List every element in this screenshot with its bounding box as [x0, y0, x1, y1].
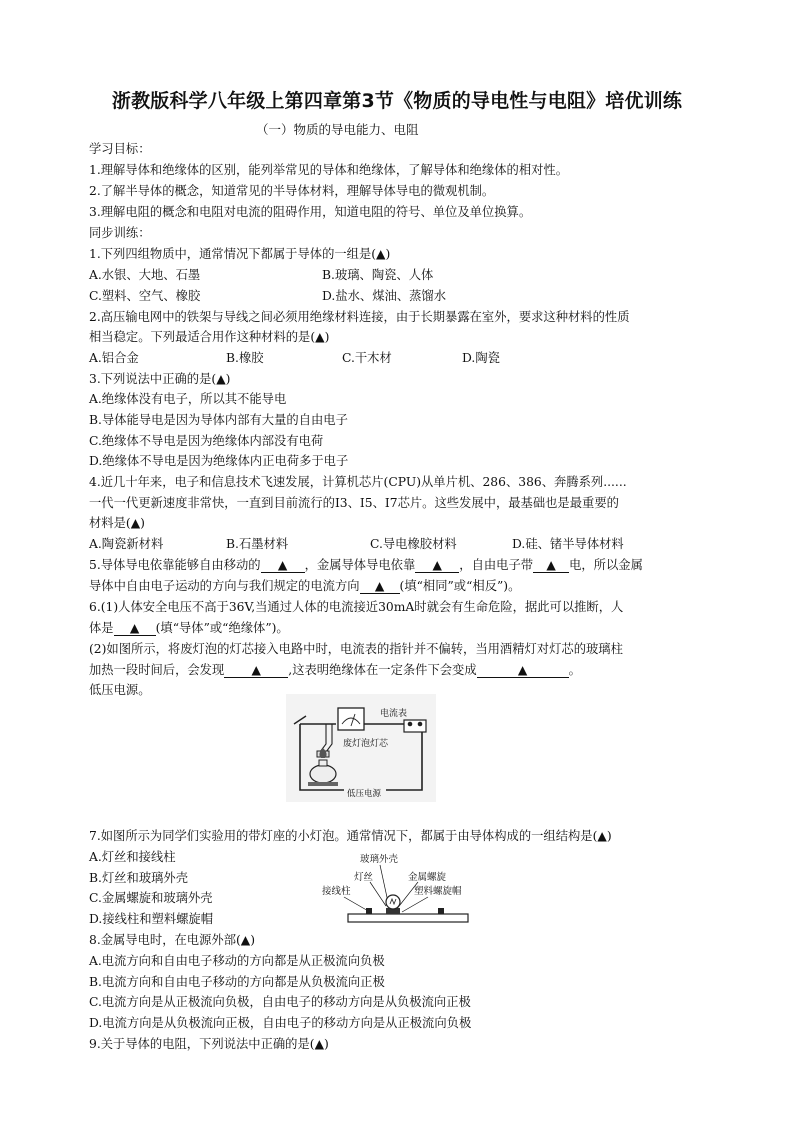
question-6-line: 6.(1)人体安全电压不高于36V,当通过人体的电流接近30mA时就会有生命危险，据此可以推断，人 — [89, 600, 624, 614]
page-title: 浙教版科学八年级上第四章第3节《物质的导电性与电阻》培优训练 — [111, 90, 683, 112]
q3-option-b: B.导体能导电是因为导体内部有大量的自由电子 — [89, 413, 348, 427]
q6-text: 加热一段时间后，会发现 — [89, 663, 225, 677]
answer-triangle: ▲ — [129, 621, 140, 635]
plastic-cap-label: 塑料螺旋帽 — [414, 886, 462, 897]
q2-option-d: D.陶瓷 — [462, 351, 500, 365]
q4-option-a: A.陶瓷新材料 — [89, 537, 164, 551]
q4-option-b: B.石墨材料 — [226, 537, 289, 551]
q1-option-c: C.塑料、空气、橡胶 — [89, 289, 201, 303]
metal-screw-label: 金属螺旋 — [408, 872, 447, 883]
question-7-stem: 7.如图所示为同学们实验用的带灯座的小灯泡。通常情况下，都属于由导体构成的一组结构是(▲) — [89, 829, 612, 843]
q6-text: (填“导体”或“绝缘体”)。 — [155, 621, 289, 635]
question-6-line — [89, 661, 581, 679]
question-8-stem: 8.金属导电时，在电源外部(▲) — [89, 933, 256, 947]
question-4-line: 4.近几十年来，电子和信息技术飞速发展，计算机芯片(CPU)从单片机、286、386、奔腾系列...... — [89, 475, 627, 489]
q7-option-c: C.金属螺旋和玻璃外壳 — [89, 891, 213, 905]
q5-text: (填“相同”或“相反”)。 — [399, 579, 521, 593]
q5-blank-4[interactable] — [360, 579, 400, 594]
q6-blank-3[interactable] — [477, 663, 569, 678]
q6-blank-1[interactable] — [114, 621, 156, 636]
question-6-line — [89, 619, 289, 637]
q5-text: 电，所以金属 — [569, 558, 643, 572]
filament-label: 废灯泡灯芯 — [343, 739, 389, 749]
q5-blank-3[interactable] — [533, 558, 569, 573]
q4-option-c: C.导电橡胶材料 — [370, 537, 457, 551]
question-2-line: 2.高压输电网中的铁架与导线之间必须用绝缘材料连接，由于长期暴露在室外，要求这种材料的性质 — [89, 310, 630, 324]
q7-option-b: B.灯丝和玻璃外壳 — [89, 871, 189, 885]
goals-heading: 学习目标： — [89, 142, 151, 156]
goal-item: 1.理解导体和绝缘体的区别，能列举常见的导体和绝缘体，了解导体和绝缘体的相对性。 — [89, 163, 569, 177]
q3-option-c: C.绝缘体不导电是因为绝缘体内部没有电荷 — [89, 434, 324, 448]
q5-text: ，自由电子带 — [459, 558, 534, 572]
question-1-stem: 1.下列四组物质中，通常情况下都属于导体的一组是(▲) — [89, 247, 391, 261]
sync-heading: 同步训练： — [89, 226, 151, 240]
q8-option-a: A.电流方向和自由电子移动的方向都是从正极流向负极 — [89, 954, 385, 968]
q2-option-b: B.橡胶 — [226, 351, 264, 365]
q1-option-d: D.盐水、煤油、蒸馏水 — [322, 289, 447, 303]
question-4-line: 材料是(▲) — [89, 516, 145, 530]
q5-text: 5.导体导电依靠能够自由移动的 — [89, 558, 261, 572]
q6-text: ,这表明绝缘体在一定条件下会变成 — [288, 663, 477, 677]
question-5-line — [89, 556, 643, 574]
answer-triangle: ▲ — [374, 579, 385, 593]
terminal-icon — [366, 908, 372, 914]
question-3-stem: 3.下列说法中正确的是(▲) — [89, 372, 231, 386]
answer-triangle: ▲ — [251, 663, 262, 677]
question-4-line: 一代一代更新速度非常快，一直到目前流行的I3、I5、I7芯片。这些发展中，最基础也是最重要的 — [89, 496, 619, 510]
question-2-line: 相当稳定。下列最适合用作这种材料的是(▲) — [89, 330, 330, 344]
q6-text: 。 — [568, 663, 581, 677]
q7-option-a: A.灯丝和接线柱 — [89, 850, 176, 864]
filament-label: 灯丝 — [354, 872, 374, 883]
answer-triangle: ▲ — [517, 663, 528, 677]
q5-text: ，金属导体导电依靠 — [304, 558, 416, 572]
goal-item: 3.理解电阻的概念和电阻对电流的阻碍作用，知道电阻的符号、单位及单位换算。 — [89, 205, 532, 219]
question-6-line: (2)如图所示，将废灯泡的灯芯接入电路中时，电流表的指针并不偏转，当用酒精灯对灯芯的玻璃柱 — [89, 642, 623, 656]
q5-text: 导体中自由电子运动的方向与我们规定的电流方向 — [89, 579, 360, 593]
q4-option-d: D.硅、锗半导体材料 — [512, 537, 624, 551]
ammeter-icon — [338, 708, 364, 730]
question-5-line — [89, 577, 520, 595]
q8-option-d: D.电流方向是从负极流向正极，自由电子的移动方向是从正极流向负极 — [89, 1016, 472, 1030]
q1-option-a: A.水银、大地、石墨 — [89, 268, 201, 282]
q7-option-d: D.接线柱和塑料螺旋帽 — [89, 912, 214, 926]
q5-blank-2[interactable] — [415, 558, 459, 573]
q6-blank-2[interactable] — [224, 663, 288, 678]
q2-option-c: C.干木材 — [342, 351, 392, 365]
q3-option-d: D.绝缘体不导电是因为绝缘体内正电荷多于电子 — [89, 454, 349, 468]
q2-option-a: A.铝合金 — [89, 351, 139, 365]
question-6-line: 低压电源。 — [89, 683, 151, 697]
answer-triangle: ▲ — [432, 558, 443, 572]
question-9-stem: 9.关于导体的电阻，下列说法中正确的是(▲) — [89, 1037, 329, 1051]
answer-triangle: ▲ — [546, 558, 556, 572]
terminal-label: 接线柱 — [322, 886, 351, 897]
goal-item: 2.了解半导体的概念，知道常见的半导体材料，理解导体导电的微观机制。 — [89, 184, 495, 198]
q1-option-b: B.玻璃、陶瓷、人体 — [322, 268, 434, 282]
bulb-figure — [318, 850, 488, 926]
q3-option-a: A.绝缘体没有电子，所以其不能导电 — [89, 392, 287, 406]
answer-triangle: ▲ — [277, 558, 288, 572]
alcohol-lamp-icon — [310, 765, 336, 783]
q5-blank-1[interactable] — [261, 558, 305, 573]
q8-option-b: B.电流方向和自由电子移动的方向都是从负极流向正极 — [89, 975, 385, 989]
circuit-figure — [286, 694, 436, 802]
q6-text: 体是 — [89, 621, 114, 635]
section-subtitle: （一）物质的导电能力、电阻 — [256, 122, 419, 137]
ammeter-label: 电流表 — [380, 709, 408, 719]
glass-shell-label: 玻璃外壳 — [360, 854, 399, 865]
q8-option-c: C.电流方向是从正极流向负极，自由电子的移动方向是从负极流向正极 — [89, 995, 471, 1009]
power-label: 低压电源 — [347, 789, 382, 799]
terminal-icon — [438, 908, 444, 914]
